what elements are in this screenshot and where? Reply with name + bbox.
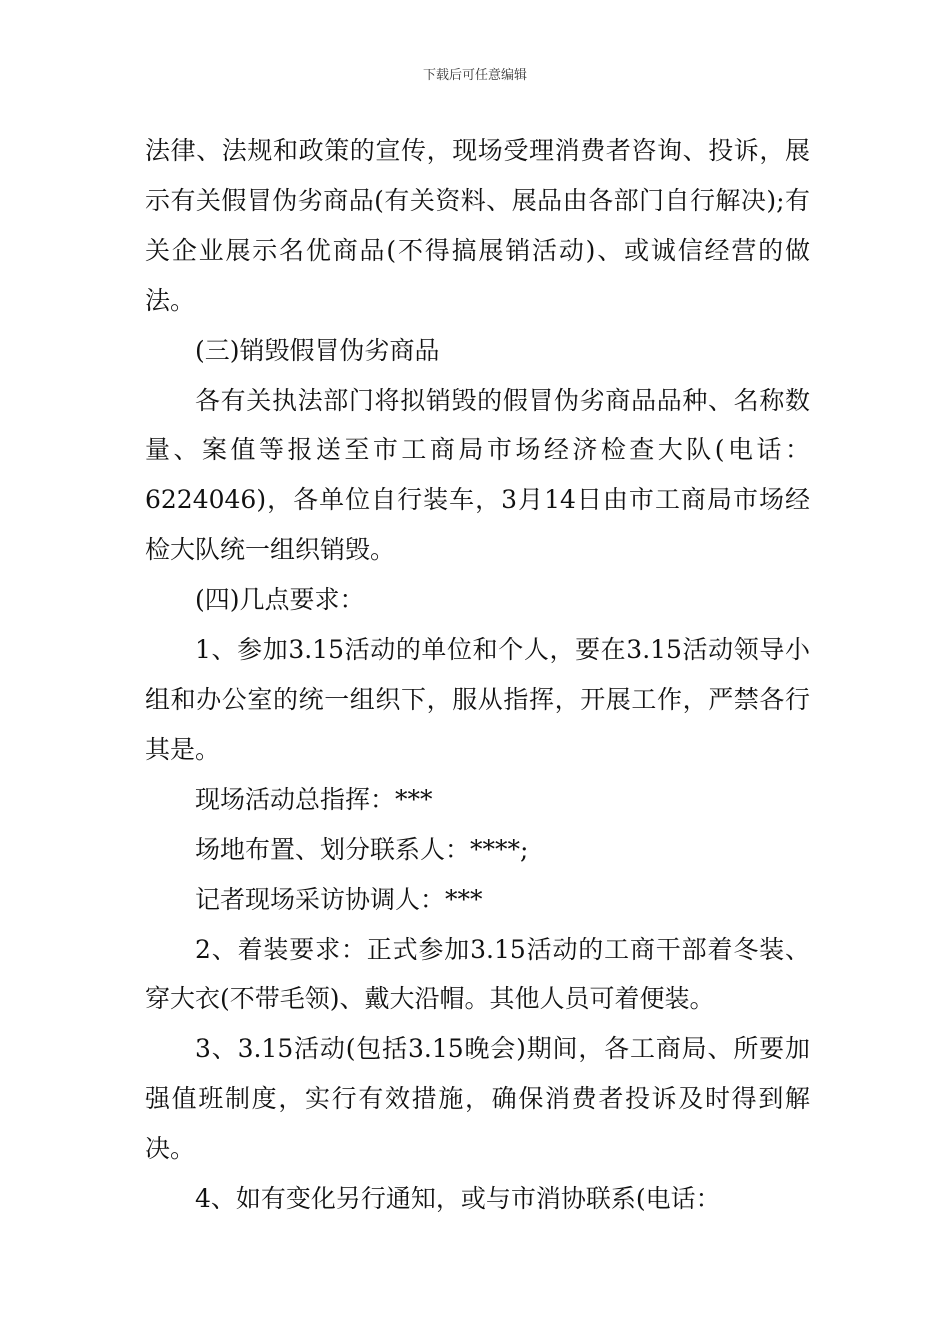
document-body <box>145 126 810 1224</box>
paragraph-requirement-3: 3、3.15活动(包括3.15晚会)期间，各工商局、所要加强值班制度，实行有效措施，确保消费者投诉及时得到解决。 <box>145 1034 810 1164</box>
page-header: 下载后可任意编辑 <box>422 68 527 83</box>
paragraph-destroy-goods: 各有关执法部门将拟销毁的假冒伪劣商品品种、名称数量、案值等报送至市工商局市场经济检查大队(电话：6224046)，各单位自行装车，3月14日由市工商局市场经检大队统一组织销毁。 <box>145 385 810 565</box>
section-heading-requirements: (四)几点要求： <box>195 585 365 615</box>
contact-press-coordinator: 记者现场采访协调人：*** <box>195 884 483 914</box>
contact-chief-commander: 现场活动总指挥：*** <box>195 784 433 814</box>
contact-venue-layout: 场地布置、划分联系人：****; <box>195 834 529 864</box>
paragraph-publicity: 法律、法规和政策的宣传，现场受理消费者咨询、投诉，展示有关假冒伪劣商品(有关资料、展品由各部门自行解决);有关企业展示名优商品(不得搞展销活动)、或诚信经营的做法。 <box>145 136 810 315</box>
paragraph-requirement-4: 4、如有变化另行通知，或与市消协联系(电话： <box>195 1184 721 1214</box>
paragraph-requirement-2: 2、着装要求：正式参加3.15活动的工商干部着冬装、穿大衣(不带毛领)、戴大沿帽。其他人员可着便装。 <box>145 934 810 1014</box>
paragraph-requirement-1: 1、参加3.15活动的单位和个人，要在3.15活动领导小组和办公室的统一组织下，服从指挥，开展工作，严禁各行其是。 <box>145 635 810 764</box>
section-heading-destroy-goods: (三)销毁假冒伪劣商品 <box>195 335 440 365</box>
